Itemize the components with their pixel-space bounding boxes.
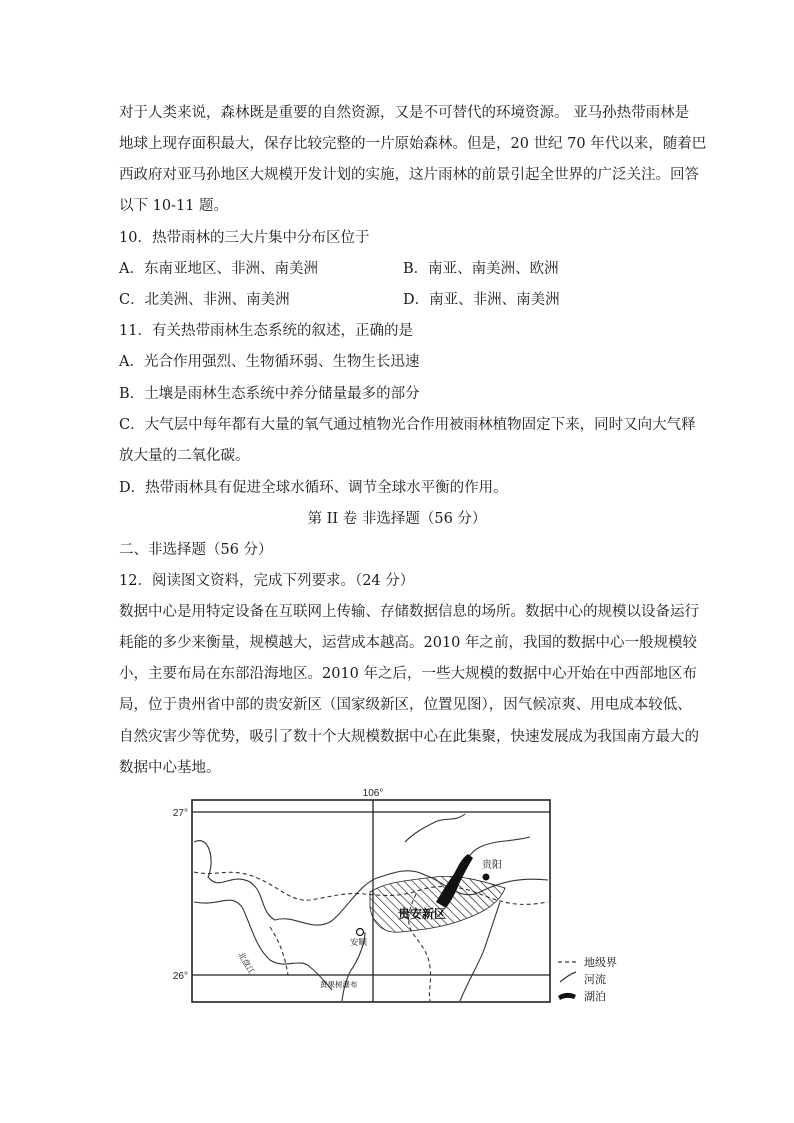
section-title: 第 II 卷 非选择题（56 分） xyxy=(307,511,487,527)
latitude-bottom-label: 26° xyxy=(172,971,188,982)
legend-river-symbol xyxy=(560,972,576,982)
city-guiyang-label: 贵阳 xyxy=(482,860,502,871)
map-legend xyxy=(558,955,617,1003)
intro-line-1: 对于人类来说，森林既是重要的自然资源，又是不可替代的环境资源。 亚马孙热带雨林是 xyxy=(119,105,690,121)
intro-line-2: 地球上现存面积最大，保存比较完整的一片原始森林。但是，20 世纪 70 年代以来，随着巴 xyxy=(119,136,707,152)
q12-para-line-5: 自然灾害少等优势，吸引了数十个大规模数据中心在此集聚，快速发展成为我国南方最大的 xyxy=(119,729,699,745)
longitude-label: 106° xyxy=(362,788,384,799)
q12-para-line-6: 数据中心基地。 xyxy=(119,760,221,776)
q11-option-a: A．光合作用强烈、生物循环弱、生物生长迅速 xyxy=(119,354,420,370)
city-guiyang-marker xyxy=(483,874,490,881)
q11-option-b: B．土壤是雨林生态系统中养分储量最多的部分 xyxy=(119,386,420,402)
waterfall-label: 黄果树瀑布 xyxy=(320,980,358,989)
q11-option-c-line-1: C．大气层中每年都有大量的氧气通过植物光合作用被雨林植物固定下来，同时又向大气释 xyxy=(119,417,696,433)
q11-option-d: D．热带雨林具有促进全球水循环、调节全球水平衡的作用。 xyxy=(119,480,508,496)
intro-line-4: 以下 10-11 题。 xyxy=(119,198,229,214)
city-anshun-label: 安顺 xyxy=(350,937,368,947)
q12-para-line-1: 数据中心是用特定设备在互联网上传输、存储数据信息的场所。数据中心的规模以设备运行 xyxy=(119,604,699,620)
q10-option-a: A．东南亚地区、非洲、南美洲 xyxy=(119,261,318,277)
legend-boundary-label: 地级界 xyxy=(584,957,617,969)
q11-stem: 11．有关热带雨林生态系统的叙述，正确的是 xyxy=(119,323,413,339)
legend-lake-symbol xyxy=(558,993,576,1000)
q12-stem: 12．阅读图文资料，完成下列要求。（24 分） xyxy=(119,573,415,589)
guian-location-map xyxy=(160,782,640,1014)
river-name-label: 北盘江 xyxy=(236,950,257,976)
q10-stem: 10．热带雨林的三大片集中分布区位于 xyxy=(119,230,370,246)
q10-option-c: C．北美洲、非洲、南美洲 xyxy=(119,292,290,308)
q11-option-c-line-2: 放大量的二氧化碳。 xyxy=(119,448,250,464)
q10-option-b: B．南亚、南美洲、欧洲 xyxy=(403,261,559,277)
q12-para-line-2: 耗能的多少来衡量，规模越大，运营成本越高。2010 年之前，我国的数据中心一般规模较 xyxy=(119,635,698,651)
q10-option-d: D．南亚、非洲、南美洲 xyxy=(403,292,560,308)
q12-para-line-3: 小，主要布局在东部沿海地区。2010 年之后，一些大规模的数据中心开始在中西部地区布 xyxy=(119,666,698,682)
city-anshun-marker xyxy=(357,929,364,936)
legend-lake-label: 湖泊 xyxy=(584,991,606,1003)
intro-line-3: 西政府对亚马孙地区大规模开发计划的实施，这片雨林的前景引起全世界的广泛关注。回答 xyxy=(119,167,699,183)
latitude-top-label: 27° xyxy=(172,808,188,819)
legend-river-label: 河流 xyxy=(584,974,606,986)
region-label: 贵安新区 xyxy=(398,907,447,921)
q12-para-line-4: 局，位于贵州省中部的贵安新区（国家级新区，位置见图），因气候凉爽、用电成本较低、 xyxy=(119,697,692,713)
section2-heading: 二、非选择题（56 分） xyxy=(119,542,273,558)
